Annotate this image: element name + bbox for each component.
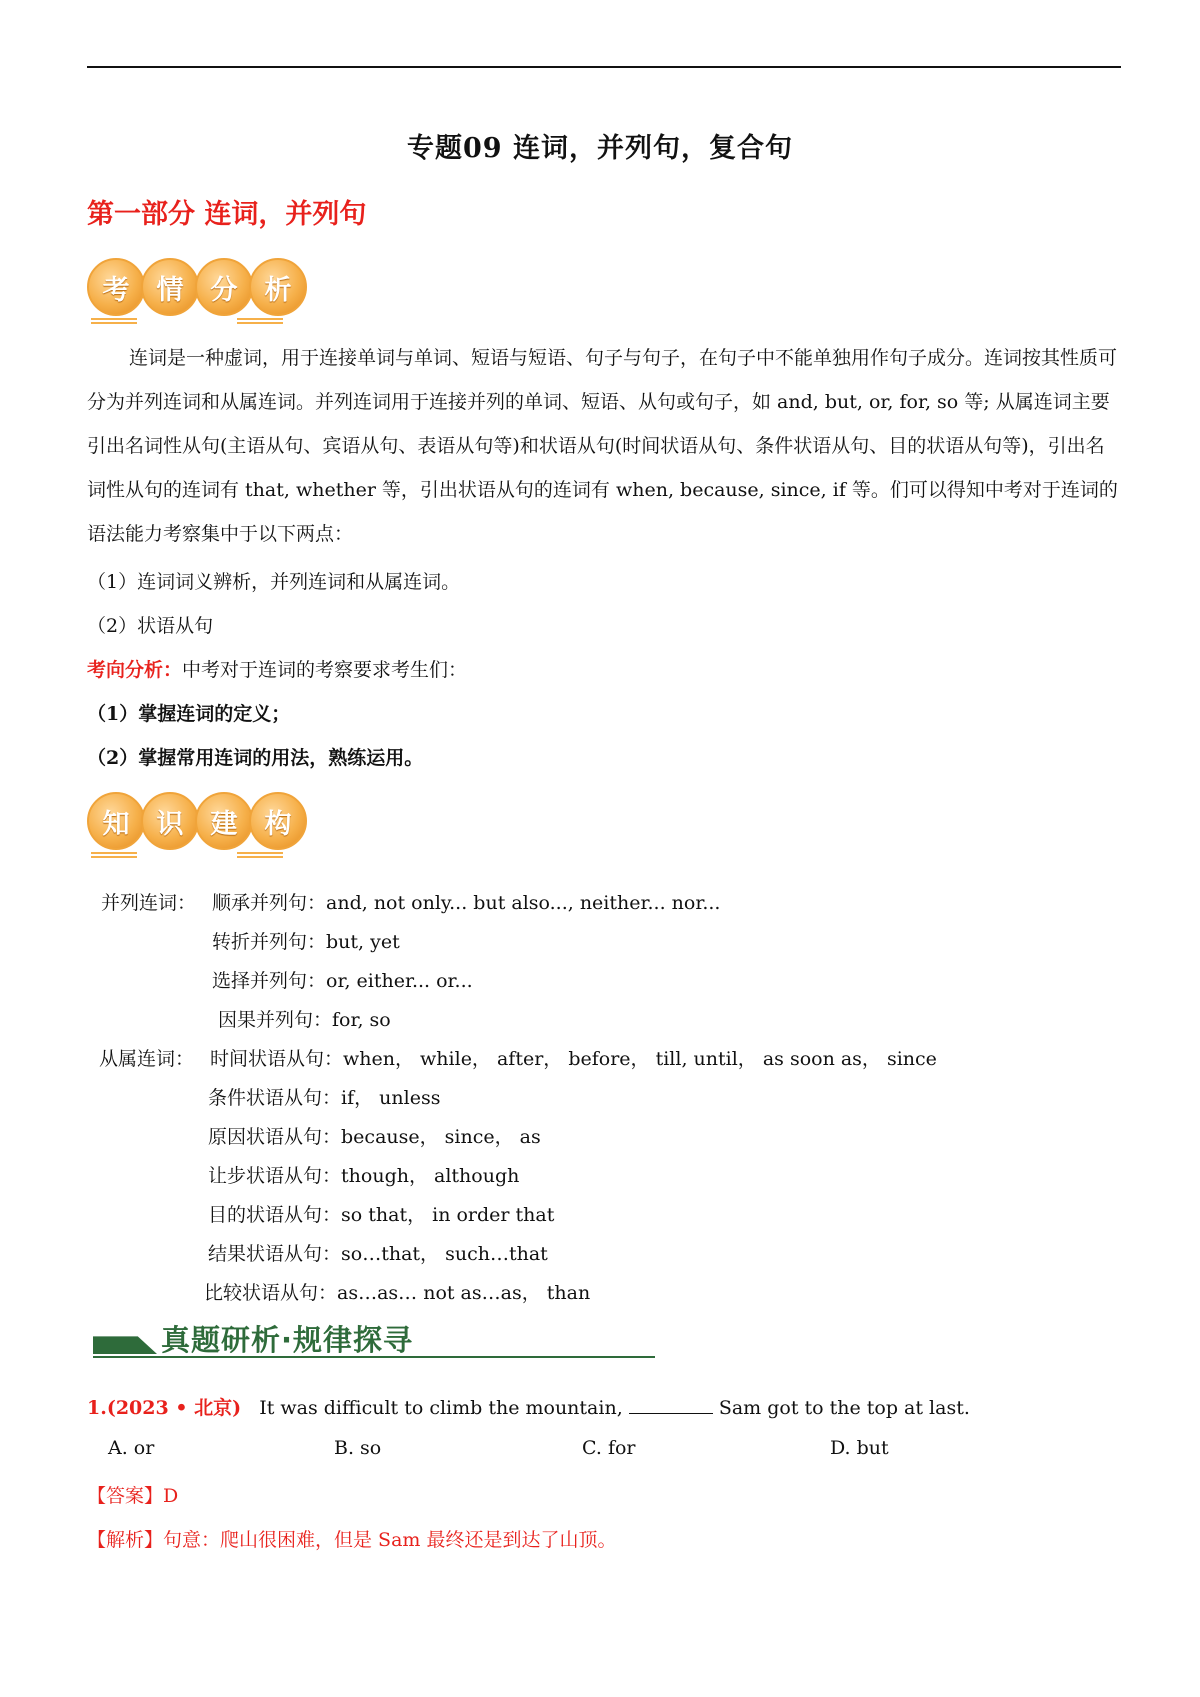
intro-text: 连词是一种虚词，用于连接单词与单词、短语与短语、句子与句子，在句子中不能单独用作句子成分。连词按其性质可分为并列连词和从属连词。并列连词用于连接并列的单词、短语、从句或句子，如 and, but, or, for, so 等; 从属连词主要引出名词性从句(主语从句、宾语从句、表语从句等)和状语从句(时间状语从句、条件状语从句、目的状语从句等)，引出名词性从句的连词有 that, whether 等，引出状语从句的连词有 when, because, since, if 等。们可以得知中考对于连词的语法能力考察集中于以下两点： — [87, 347, 1118, 545]
option-a: A. or — [108, 1437, 155, 1459]
direction-line — [87, 655, 467, 682]
coord-item: 选择并列句：or, either... or... — [212, 970, 473, 992]
coord-label: 并列连词： — [101, 892, 197, 914]
banner-underline — [237, 318, 283, 324]
section-banner — [93, 1318, 655, 1358]
requirement-1: （1）掌握连词的定义； — [87, 703, 291, 725]
sub-item: 原因状语从句：because， since， as — [208, 1126, 541, 1148]
requirement-2: （2）掌握常用连词的用法，熟练运用。 — [87, 747, 424, 769]
banner-rule — [93, 1356, 655, 1358]
banner-coin: 分 — [195, 258, 253, 316]
sub-item: 目的状语从句：so that， in order that — [208, 1204, 555, 1226]
answer-value: D — [163, 1485, 179, 1507]
analysis-text: 句意：爬山很困难，但是 Sam 最终还是到达了山顶。 — [163, 1529, 617, 1551]
sub-item: 条件状语从句：if， unless — [208, 1087, 441, 1109]
option-d: D. but — [830, 1437, 889, 1459]
section-banner-text: 真题研析·规律探寻 — [161, 1323, 414, 1357]
analysis-banner — [87, 258, 292, 324]
question-stem: 1.(2023 • 北京) It was difficult to climb the mountain, Sam got to the top at last. — [87, 1397, 970, 1419]
banner-underline — [91, 852, 137, 858]
sub-item: 让步状语从句：though， although — [208, 1165, 520, 1187]
point-2: （2）状语从句 — [87, 615, 214, 637]
banner-coin: 考 — [87, 258, 145, 316]
sub-item: 比较状语从句：as…as… not as…as， than — [204, 1282, 591, 1304]
banner-coin: 构 — [249, 792, 307, 850]
option-c: C. for — [582, 1437, 636, 1459]
coord-item: 顺承并列句：and, not only... but also..., neither... nor... — [212, 892, 721, 914]
sub-item: 时间状语从句：when， while， after， before， till, until， as soon as， since — [210, 1048, 937, 1070]
coord-item: 转折并列句：but, yet — [212, 931, 400, 953]
direction-text: 中考对于连词的考察要求考生们： — [182, 659, 468, 681]
header-rule — [87, 66, 1121, 68]
option-b: B. so — [334, 1437, 382, 1459]
knowledge-banner — [87, 792, 292, 858]
banner-coin: 析 — [249, 258, 307, 316]
sub-item: 结果状语从句：so…that， such…that — [208, 1243, 548, 1265]
banner-shape — [93, 1332, 157, 1354]
banner-coin: 情 — [141, 258, 199, 316]
analysis-line: 【解析】句意：爬山很困难，但是 Sam 最终还是到达了山顶。 — [87, 1529, 617, 1551]
banner-coin: 知 — [87, 792, 145, 850]
coord-item: 因果并列句：for, so — [218, 1009, 391, 1031]
question-number: 1.(2023 • 北京) — [87, 1397, 242, 1419]
page-title: 专题09 连词，并列句，复合句 — [407, 133, 793, 164]
point-1: （1）连词词义辨析，并列连词和从属连词。 — [87, 571, 461, 593]
part-heading: 第一部分 连词，并列句 — [87, 199, 367, 230]
banner-underline — [237, 852, 283, 858]
banner-coin: 建 — [195, 792, 253, 850]
banner-underline — [91, 318, 137, 324]
answer-blank — [629, 1395, 713, 1414]
banner-coin: 识 — [141, 792, 199, 850]
sub-label: 从属连词： — [99, 1048, 195, 1070]
intro-paragraph — [87, 336, 1123, 556]
answer-line: 【答案】D — [87, 1485, 179, 1507]
direction-label: 考向分析： — [87, 659, 183, 681]
